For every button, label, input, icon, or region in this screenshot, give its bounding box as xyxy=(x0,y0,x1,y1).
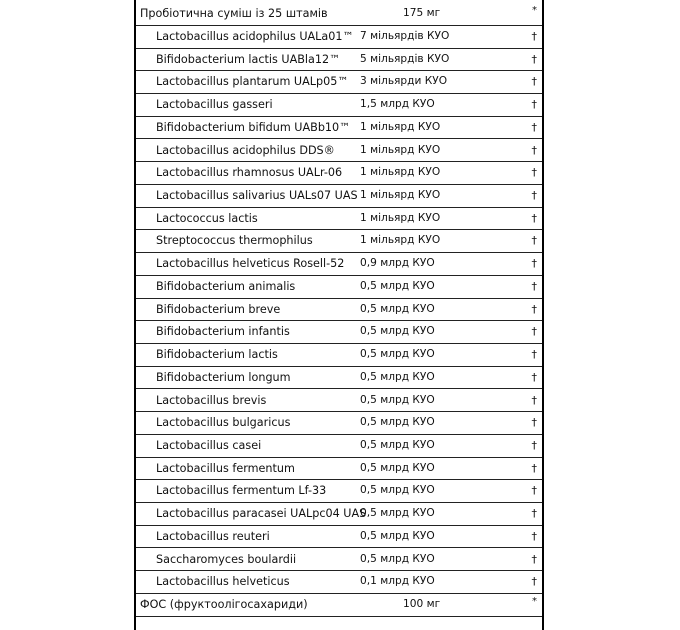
strain-dv: † xyxy=(531,166,537,180)
strain-name: Lactobacillus fermentum Lf-33 xyxy=(156,484,327,498)
table-row xyxy=(136,571,542,594)
table-row xyxy=(136,276,542,299)
table-row xyxy=(136,162,542,185)
strain-amount: 0,5 млрд КУО xyxy=(360,325,435,338)
strain-dv: † xyxy=(531,552,537,566)
strain-name: Bifidobacterium infantis xyxy=(156,325,290,339)
table-row xyxy=(136,185,542,208)
strain-name: Lactobacillus acidophilus UALa01™ xyxy=(156,30,354,43)
strain-name: Bifidobacterium longum xyxy=(156,370,291,384)
strain-name: Lactobacillus helveticus Rosell-52 xyxy=(156,257,345,271)
strain-name: Lactobacillus fermentum xyxy=(156,461,295,475)
table-row xyxy=(136,458,542,481)
probiotic-blend-name: Пробіотична суміш із 25 штамів xyxy=(140,7,328,20)
table-row xyxy=(136,412,542,435)
strain-amount: 0,5 млрд КУО xyxy=(360,416,435,429)
strain-amount: 7 мільярдів КУО xyxy=(360,30,450,42)
table-row xyxy=(136,117,542,140)
probiotic-blend-amount: 175 мг xyxy=(403,7,441,19)
strain-amount: 0,5 млрд КУО xyxy=(360,348,435,361)
strain-dv: † xyxy=(531,348,537,362)
strain-dv: † xyxy=(531,211,537,225)
strain-name: Lactobacillus gasseri xyxy=(156,98,273,112)
table-row xyxy=(136,230,542,253)
strain-name: Lactobacillus bulgaricus xyxy=(156,416,291,430)
strain-dv: † xyxy=(531,30,537,43)
probiotic-blend-row xyxy=(136,3,542,26)
strain-dv: † xyxy=(531,461,537,475)
table-row xyxy=(136,435,542,458)
strain-name: Lactobacillus brevis xyxy=(156,393,267,407)
strain-name: Lactobacillus paracasei UALpc04 UAS xyxy=(156,507,367,521)
table-row xyxy=(136,208,542,231)
strain-name: Lactobacillus casei xyxy=(156,438,262,452)
strain-dv: † xyxy=(531,302,537,316)
table-row xyxy=(136,71,542,94)
table-row xyxy=(136,480,542,503)
fos-dv: * xyxy=(532,596,537,607)
strain-dv: † xyxy=(531,529,537,543)
table-row xyxy=(136,367,542,390)
table-row xyxy=(136,344,542,367)
strain-name: Lactobacillus rhamnosus UALr-06 xyxy=(156,166,343,180)
strain-dv: † xyxy=(531,52,537,66)
strain-name: Lactobacillus acidophilus DDS® xyxy=(156,143,335,157)
strain-amount: 3 мільярди КУО xyxy=(360,75,448,88)
strain-dv: † xyxy=(531,507,537,521)
strain-dv: † xyxy=(531,143,537,157)
table-row xyxy=(136,503,542,526)
strain-amount: 1,5 млрд КУО xyxy=(360,98,435,111)
strain-name: Streptococcus thermophilus xyxy=(156,234,313,248)
supplement-facts-table xyxy=(134,0,544,630)
strain-amount: 0,1 млрд КУО xyxy=(360,575,435,588)
strain-amount: 0,5 млрд КУО xyxy=(360,302,435,315)
strain-name: Saccharomyces boulardii xyxy=(156,552,297,566)
strain-amount: 0,5 млрд КУО xyxy=(360,438,435,451)
strain-amount: 1 мільярд КУО xyxy=(360,189,441,202)
strain-amount: 0,5 млрд КУО xyxy=(360,484,435,497)
strain-dv: † xyxy=(531,370,537,384)
strain-dv: † xyxy=(531,325,537,339)
fos-amount: 100 мг xyxy=(403,598,441,610)
strain-dv: † xyxy=(531,257,537,271)
strain-amount: 1 мільярд КУО xyxy=(360,120,441,133)
strain-dv: † xyxy=(531,98,537,112)
strain-dv: † xyxy=(531,393,537,407)
table-row xyxy=(136,549,542,572)
strain-name: Bifidobacterium lactis xyxy=(156,348,278,362)
strain-amount: 1 мільярд КУО xyxy=(360,234,441,247)
table-row xyxy=(136,253,542,276)
strain-name: Lactobacillus plantarum UALp05™ xyxy=(156,75,349,89)
strain-amount: 0,5 млрд КУО xyxy=(360,279,435,292)
strain-name: Bifidobacterium animalis xyxy=(156,279,296,293)
strain-amount: 1 мільярд КУО xyxy=(360,143,441,156)
strain-amount: 1 мільярд КУО xyxy=(360,166,441,179)
strain-name: Bifidobacterium bifidum UABb10™ xyxy=(156,120,351,134)
strain-amount: 0,5 млрд КУО xyxy=(360,529,435,542)
strain-amount: 1 мільярд КУО xyxy=(360,211,441,224)
table-row xyxy=(136,94,542,117)
strain-name: Lactobacillus reuteri xyxy=(156,529,270,543)
strain-dv: † xyxy=(531,438,537,452)
strain-name: Lactobacillus helveticus xyxy=(156,575,290,589)
strain-dv: † xyxy=(531,120,537,134)
strain-amount: 5 мільярдів КУО xyxy=(360,52,450,65)
strain-name: Lactococcus lactis xyxy=(156,211,258,225)
strain-dv: † xyxy=(531,75,537,89)
strain-dv: † xyxy=(531,416,537,430)
strain-dv: † xyxy=(531,279,537,293)
table-row xyxy=(136,49,542,72)
strain-amount: 0,5 млрд КУО xyxy=(360,507,435,520)
table-row xyxy=(136,321,542,344)
fos-row xyxy=(136,594,542,617)
strain-name: Bifidobacterium lactis UABla12™ xyxy=(156,52,341,66)
strain-name: Lactobacillus salivarius UALs07 UAS xyxy=(156,189,358,203)
strain-dv: † xyxy=(531,189,537,203)
table-row xyxy=(136,526,542,549)
strain-amount: 0,5 млрд КУО xyxy=(360,370,435,383)
table-row xyxy=(136,390,542,413)
strain-name: Bifidobacterium breve xyxy=(156,302,281,316)
table-row xyxy=(136,26,542,49)
strain-amount: 0,9 млрд КУО xyxy=(360,257,435,270)
fos-name: ФОС (фруктоолігосахариди) xyxy=(140,598,308,611)
strain-amount: 0,5 млрд КУО xyxy=(360,461,435,474)
probiotic-blend-dv: * xyxy=(532,5,537,16)
strain-dv: † xyxy=(531,484,537,498)
strain-amount: 0,5 млрд КУО xyxy=(360,552,435,565)
table-row xyxy=(136,140,542,163)
table-row xyxy=(136,299,542,322)
strain-dv: † xyxy=(531,575,537,589)
strain-dv: † xyxy=(531,234,537,248)
strain-amount: 0,5 млрд КУО xyxy=(360,393,435,406)
